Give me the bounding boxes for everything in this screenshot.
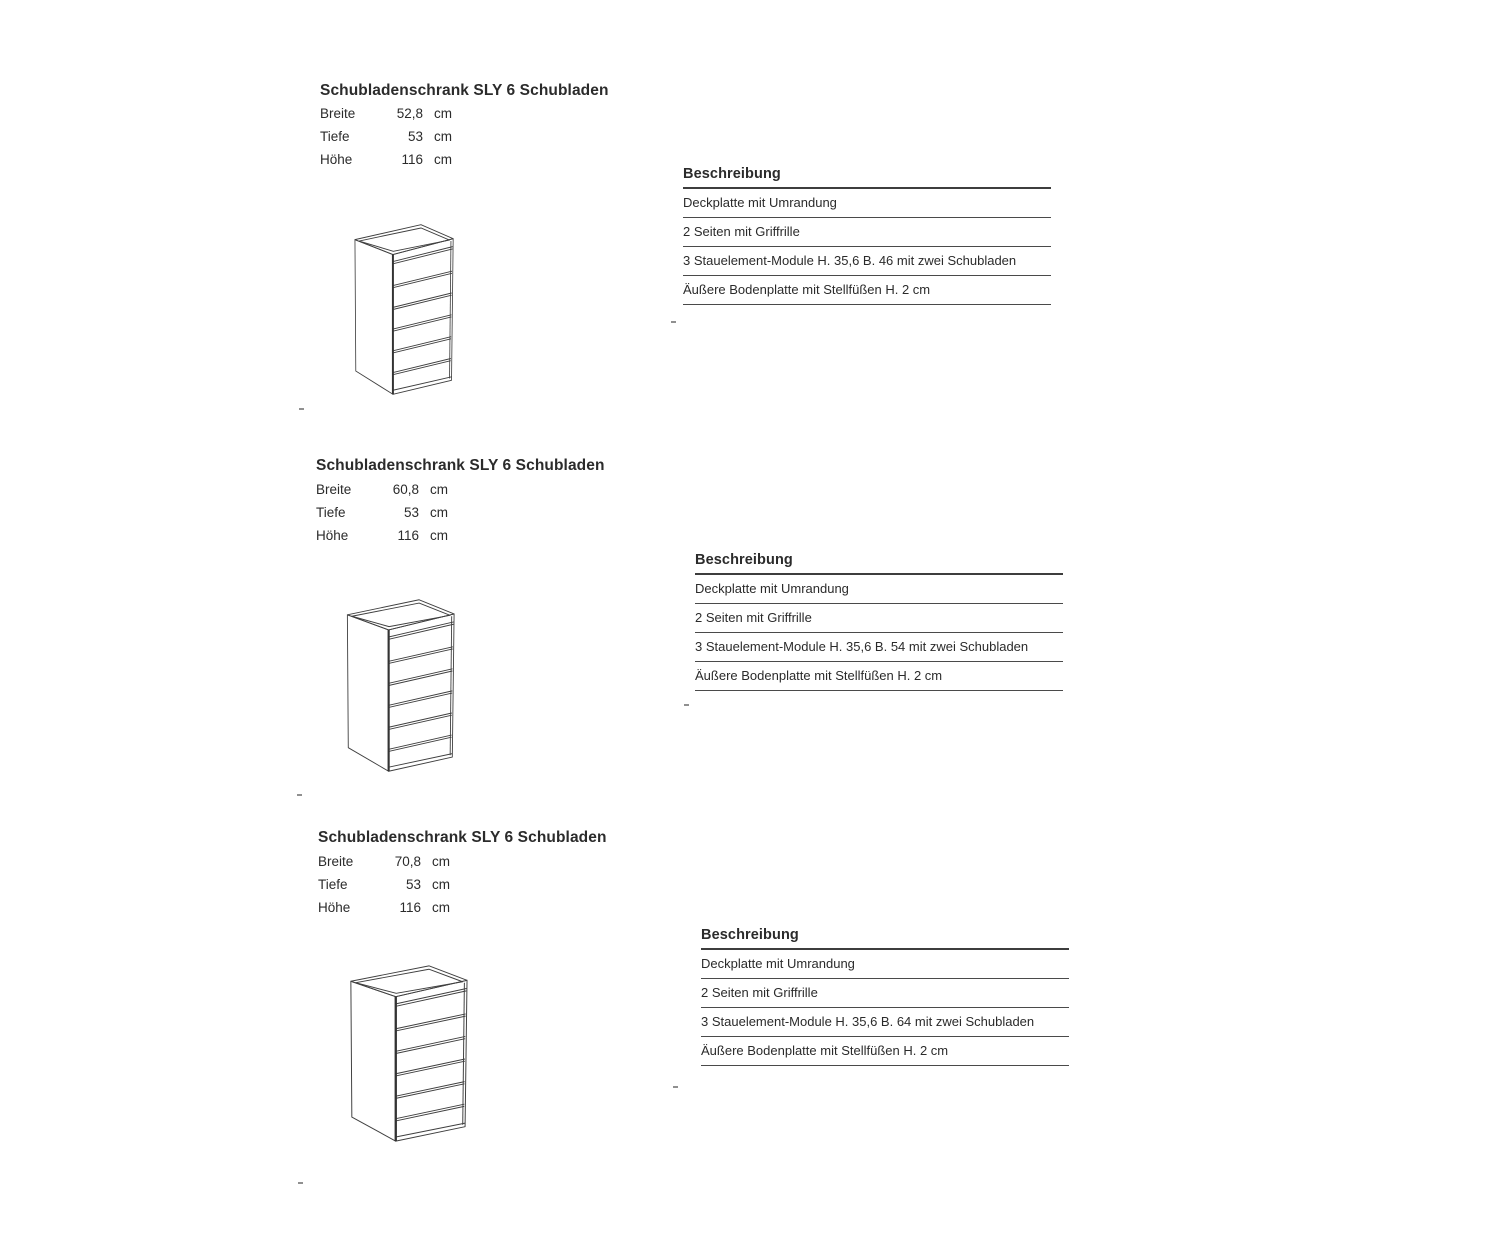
product-title: Schubladenschrank SLY 6 Schubladen — [318, 829, 607, 846]
cabinet-6-drawers-line-drawing — [350, 221, 454, 398]
dimension-unit: cm — [434, 129, 452, 144]
speck-artifact — [297, 794, 302, 796]
dimension-unit: cm — [434, 152, 452, 167]
dimension-unit: cm — [432, 900, 450, 915]
description-row: Äußere Bodenplatte mit Stellfüßen H. 2 cm — [695, 662, 1063, 691]
description-table — [695, 552, 1063, 691]
dimension-row-hoehe — [320, 152, 452, 175]
dimension-row-breite — [320, 106, 452, 129]
dimension-value: 116 — [399, 900, 421, 915]
cabinet-6-drawers-line-drawing — [345, 962, 468, 1145]
description-row: Deckplatte mit Umrandung — [683, 189, 1051, 218]
cabinet-6-drawers-line-drawing — [342, 596, 455, 775]
dimension-label: Tiefe — [316, 505, 346, 520]
dimensions-table — [316, 482, 448, 551]
dimension-row-breite — [318, 854, 450, 877]
dimension-value: 70,8 — [394, 854, 421, 869]
dimension-value: 53 — [405, 877, 421, 892]
description-row: 2 Seiten mit Griffrille — [701, 979, 1069, 1008]
dimension-row-tiefe — [320, 129, 452, 152]
description-header: Beschreibung — [701, 927, 1069, 950]
dimension-row-tiefe — [318, 877, 450, 900]
description-row: 3 Stauelement-Module H. 35,6 B. 46 mit zwei Schubladen — [683, 247, 1051, 276]
dimension-row-tiefe — [316, 505, 448, 528]
speck-artifact — [684, 704, 689, 706]
description-row: 3 Stauelement-Module H. 35,6 B. 64 mit zwei Schubladen — [701, 1008, 1069, 1037]
dimension-label: Höhe — [318, 900, 351, 915]
description-row: Äußere Bodenplatte mit Stellfüßen H. 2 cm — [683, 276, 1051, 305]
dimension-unit: cm — [434, 106, 452, 121]
dimension-value: 53 — [407, 129, 423, 144]
product-title: Schubladenschrank SLY 6 Schubladen — [320, 82, 609, 99]
description-row: 2 Seiten mit Griffrille — [683, 218, 1051, 247]
dimension-label: Breite — [318, 854, 354, 869]
dimension-value: 116 — [401, 152, 423, 167]
dimension-label: Tiefe — [318, 877, 348, 892]
dimension-value: 60,8 — [392, 482, 419, 497]
dimension-label: Höhe — [320, 152, 353, 167]
description-header: Beschreibung — [695, 552, 1063, 575]
description-row: Äußere Bodenplatte mit Stellfüßen H. 2 cm — [701, 1037, 1069, 1066]
speck-artifact — [298, 1182, 303, 1184]
description-table — [701, 927, 1069, 1066]
dimension-unit: cm — [430, 528, 448, 543]
dimension-label: Breite — [320, 106, 356, 121]
dimension-value: 53 — [403, 505, 419, 520]
dimension-unit: cm — [432, 877, 450, 892]
dimensions-table — [318, 854, 450, 923]
dimension-row-hoehe — [316, 528, 448, 551]
speck-artifact — [673, 1086, 678, 1088]
product-title: Schubladenschrank SLY 6 Schubladen — [316, 457, 605, 474]
description-row: 3 Stauelement-Module H. 35,6 B. 54 mit zwei Schubladen — [695, 633, 1063, 662]
speck-artifact — [671, 321, 676, 323]
dimension-value: 116 — [397, 528, 419, 543]
dimension-label: Höhe — [316, 528, 349, 543]
dimensions-table — [320, 106, 452, 175]
dimension-value: 52,8 — [396, 106, 423, 121]
dimension-row-breite — [316, 482, 448, 505]
description-row: 2 Seiten mit Griffrille — [695, 604, 1063, 633]
dimension-unit: cm — [430, 505, 448, 520]
description-table — [683, 166, 1051, 305]
dimension-row-hoehe — [318, 900, 450, 923]
description-row: Deckplatte mit Umrandung — [701, 950, 1069, 979]
dimension-label: Tiefe — [320, 129, 350, 144]
dimension-unit: cm — [432, 854, 450, 869]
description-row: Deckplatte mit Umrandung — [695, 575, 1063, 604]
dimension-label: Breite — [316, 482, 352, 497]
speck-artifact — [299, 408, 304, 410]
description-header: Beschreibung — [683, 166, 1051, 189]
dimension-unit: cm — [430, 482, 448, 497]
